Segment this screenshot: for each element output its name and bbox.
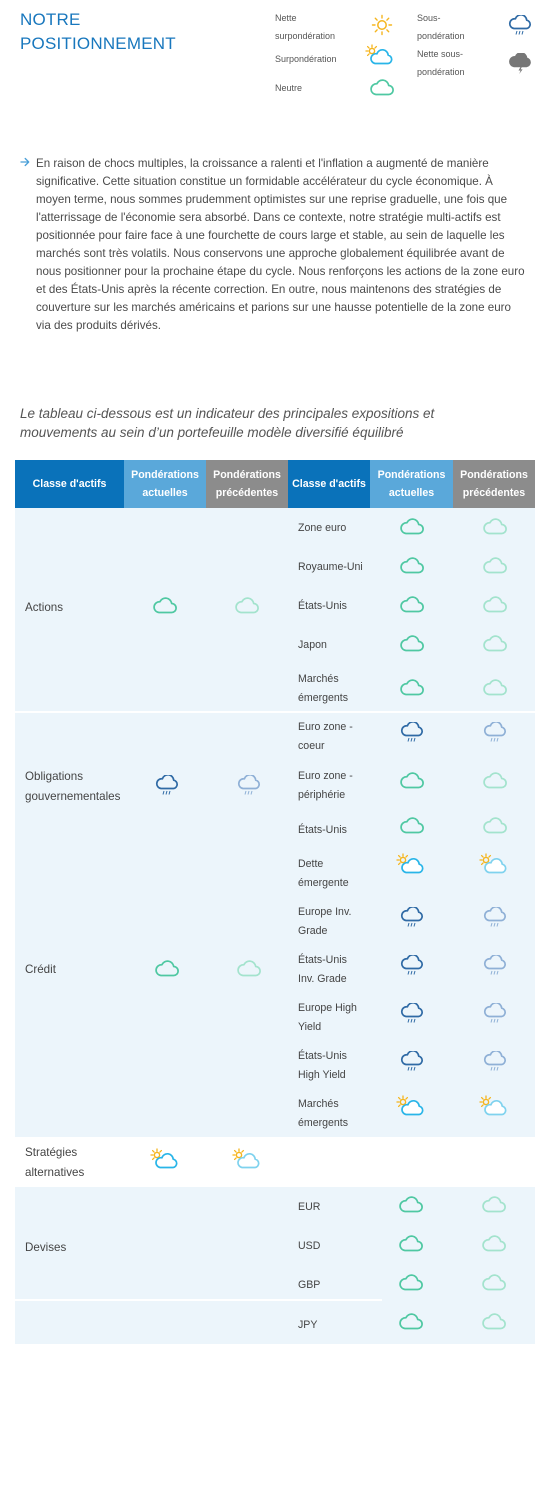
cloud-icon [236, 959, 262, 977]
rain-cloud-icon [399, 1051, 425, 1073]
sun-cloud-icon [364, 44, 394, 66]
sun-cloud-icon [395, 1095, 425, 1117]
rain-cloud-icon [482, 1051, 508, 1073]
class-label-text: alternatives [25, 1166, 85, 1179]
header-text: actuelles [388, 487, 435, 499]
sub-label-text: Inv. Grade [298, 973, 347, 985]
header-text: Pondérations [213, 469, 281, 481]
rain-cloud-icon [399, 907, 425, 929]
sub-label-euro-zone-coeur [298, 718, 378, 756]
table-header [15, 460, 535, 508]
cloud-icon [399, 517, 425, 535]
header-text: Pondérations [377, 469, 446, 481]
header-classe-actifs: Classe d'actifs [15, 460, 124, 508]
cloud-icon [482, 771, 508, 789]
sub-label-gbp: GBP [298, 1279, 321, 1291]
sub-label-eur: EUR [298, 1201, 321, 1213]
cloud-icon [482, 634, 508, 652]
legend-text: pondération [417, 31, 465, 41]
sub-label-text: émergents [298, 692, 349, 704]
sub-label-royaume-uni: Royaume-Uni [298, 561, 363, 573]
header-ponderations-precedentes [206, 460, 288, 508]
sub-label-text: Dette [298, 858, 324, 870]
sub-label-text: Euro zone - [298, 721, 353, 733]
class-label-strategies-alternatives [25, 1143, 84, 1183]
sub-label-etats-unis-high-yield [298, 1047, 378, 1085]
header-ponderations-precedentes-2 [453, 460, 535, 508]
row-divider [15, 1299, 382, 1301]
class-label-text: Stratégies [25, 1146, 78, 1159]
legend-label-nette-surponderation [275, 9, 335, 45]
class-label-obligations [25, 767, 120, 807]
sub-label-text: Marchés [298, 1098, 339, 1110]
sub-label-text: Grade [298, 925, 328, 937]
legend-text: Sous- [417, 13, 441, 23]
cloud-icon [482, 678, 508, 696]
sub-label-text: High Yield [298, 1069, 346, 1081]
rain-cloud-icon [399, 722, 425, 744]
header-ponderations-actuelles [124, 460, 206, 508]
sub-label-text: Marchés [298, 673, 339, 685]
class-label-text: Obligations [25, 770, 84, 783]
sub-label-europe-inv-grade [298, 903, 378, 941]
storm-cloud-icon [507, 53, 533, 75]
cloud-icon [481, 1195, 507, 1213]
page-title [20, 8, 260, 56]
cloud-icon [482, 595, 508, 613]
legend-label-nette-sous-ponderation [417, 45, 465, 81]
sub-label-dette-emergente [298, 855, 378, 893]
header-ponderations-actuelles-2 [370, 460, 453, 508]
sub-label-text: Europe Inv. [298, 906, 352, 918]
sub-label-text: États-Unis [298, 1050, 347, 1062]
cloud-icon [399, 556, 425, 574]
rain-cloud-icon [399, 1003, 425, 1025]
table-caption: Le tableau ci-dessous est un indicateur des principales expositions et mouvements au sein d’un portefeuille modèle diversifié équilibré [20, 406, 435, 440]
cloud-icon [481, 1234, 507, 1252]
sub-label-text: coeur [298, 740, 325, 752]
rain-cloud-icon [154, 775, 180, 797]
section-strategies-alternatives [15, 1137, 535, 1187]
sub-label-text: émergente [298, 877, 349, 889]
cloud-icon [481, 1273, 507, 1291]
section-obligations [15, 713, 535, 897]
cloud-icon [399, 634, 425, 652]
rain-cloud-icon [236, 775, 262, 797]
cloud-icon [482, 816, 508, 834]
sub-label-text: Europe High [298, 1002, 357, 1014]
sun-icon [371, 14, 393, 36]
rain-cloud-icon [482, 907, 508, 929]
sub-label-japon: Japon [298, 639, 327, 651]
cloud-icon [398, 1195, 424, 1213]
cloud-icon [399, 816, 425, 834]
legend-text: Nette [275, 13, 297, 23]
sun-cloud-icon [478, 853, 508, 875]
sub-label-marches-emergents [298, 670, 378, 708]
rain-cloud-icon [399, 955, 425, 977]
legend-text: Nette sous- [417, 49, 464, 59]
cloud-icon [481, 1312, 507, 1330]
sub-label-europe-high-yield [298, 999, 378, 1037]
legend-label-neutre: Neutre [275, 83, 303, 93]
legend-label-sous-ponderation [417, 9, 465, 45]
page-title-line-2: POSITIONNEMENT [20, 34, 176, 53]
legend-label-surponderation: Surpondération [275, 54, 337, 64]
sub-label-text: émergents [298, 1117, 349, 1129]
rain-cloud-icon [482, 955, 508, 977]
cloud-icon [399, 771, 425, 789]
cloud-icon [234, 596, 260, 614]
cloud-icon [152, 596, 178, 614]
rain-cloud-icon [482, 722, 508, 744]
cloud-icon [398, 1234, 424, 1252]
cloud-icon [399, 678, 425, 696]
section-actions [15, 508, 535, 711]
class-label-credit: Crédit [25, 963, 56, 976]
sub-label-usd: USD [298, 1240, 321, 1252]
sub-label-text: périphérie [298, 789, 346, 801]
sub-label-euro-zone-peripherie [298, 767, 378, 805]
rain-cloud-icon [482, 1003, 508, 1025]
header-text: précédentes [215, 487, 279, 499]
intro-text: En raison de chocs multiples, la croissance a ralenti et l'inflation a augmenté de manière significative. Cette situation constitue un formidable accélérateur du cycle économique. À moyen terme, nous sommes prudemment optimistes sur une reprise graduelle, une fois que l'atterrissage de l'économie sera absorbé. Dans ce contexte, notre stratégie multi-actifs est positionnée pour faire face à une fourchette de cours large et stable, au sein de laquelle les marchés sont très volatils. Nous conservons une approche globalement équilibrée avant de nous positionner pour la prochaine étape du cycle. Nous renforçons les actions de la zone euro et des États-Unis après la récente correction. En outre, nous maintenons des stratégies de couverture sur les marchés américains et parions sur une hausse potentielle de la zone euro via des produits dérivés. [36, 157, 525, 332]
cloud-icon [398, 1312, 424, 1330]
cloud-icon [399, 595, 425, 613]
sub-label-etats-unis-oblig: États-Unis [298, 824, 347, 836]
section-credit [15, 897, 535, 1137]
header-text: précédentes [462, 487, 526, 499]
arrow-right-icon [20, 155, 30, 169]
cloud-icon [482, 556, 508, 574]
class-label-devises: Devises [25, 1241, 67, 1254]
sun-cloud-icon [395, 853, 425, 875]
sub-label-etats-unis: États-Unis [298, 600, 347, 612]
cloud-icon [482, 517, 508, 535]
header-text: actuelles [142, 487, 188, 499]
legend-text: pondération [417, 67, 465, 77]
header-text: Pondérations [460, 469, 528, 481]
intro-paragraph [20, 155, 525, 335]
sub-label-text: États-Unis [298, 954, 347, 966]
legend-text: surpondération [275, 31, 336, 41]
header-text: Pondérations [131, 469, 199, 481]
header-classe-actifs-2: Classe d'actifs [288, 460, 370, 508]
cloud-icon [154, 959, 180, 977]
page-title-line-1: NOTRE [20, 10, 81, 29]
sun-cloud-icon [149, 1148, 179, 1170]
sub-label-text: Euro zone - [298, 770, 353, 782]
class-label-actions: Actions [25, 601, 64, 614]
sun-cloud-icon [231, 1148, 261, 1170]
rain-cloud-icon [507, 15, 533, 37]
sub-label-zone-euro: Zone euro [298, 522, 347, 534]
cloud-icon [398, 1273, 424, 1291]
class-label-text: gouvernementales [25, 790, 121, 803]
sub-label-jpy: JPY [298, 1319, 318, 1331]
sub-label-text: Yield [298, 1021, 322, 1033]
sun-cloud-icon [478, 1095, 508, 1117]
cloud-icon [369, 78, 395, 96]
section-devises [15, 1187, 535, 1344]
sub-label-credit-marches-emergents [298, 1095, 378, 1133]
sub-label-etats-unis-inv-grade [298, 951, 378, 989]
